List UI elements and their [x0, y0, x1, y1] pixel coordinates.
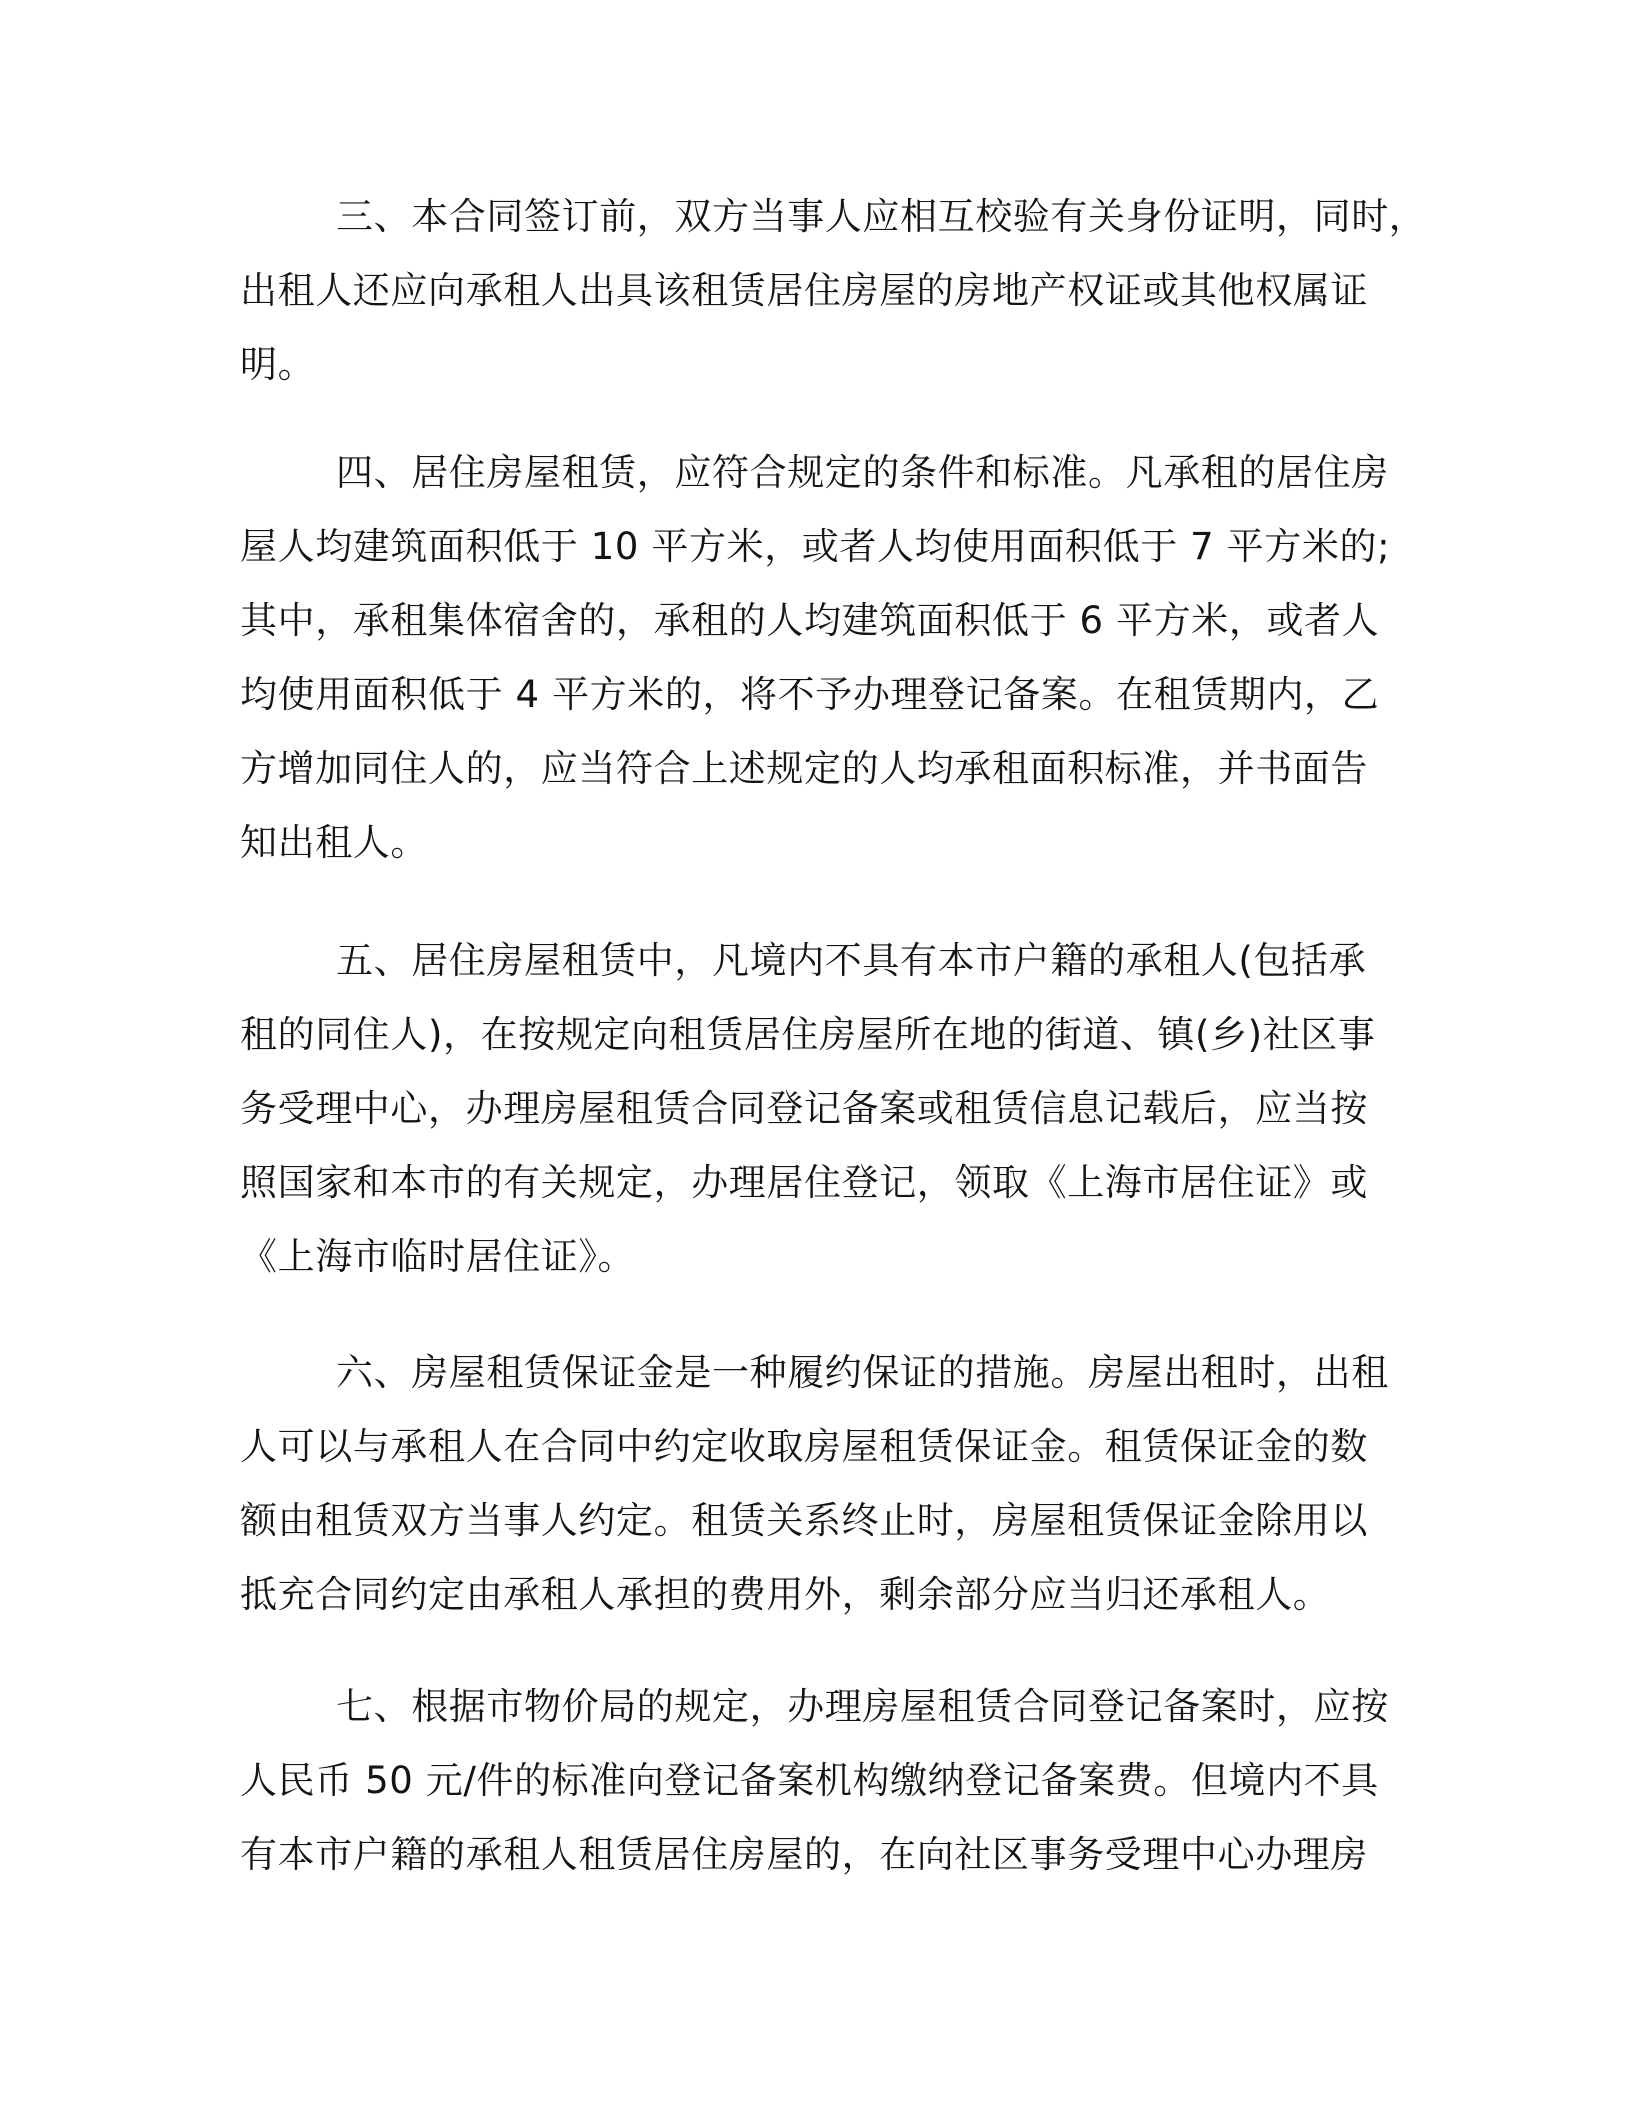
paragraph-line: 均使用面积低于 4 平方米的，将不予办理登记备案。在租赁期内，乙 — [240, 673, 1380, 716]
paragraph-line: 六、房屋租赁保证金是一种履约保证的措施。房屋出租时，出租 — [336, 1351, 1389, 1394]
paragraph-line: 《上海市临时居住证》。 — [240, 1235, 636, 1278]
paragraph-line: 出租人还应向承租人出具该租赁居住房屋的房地产权证或其他权属证 — [240, 269, 1368, 312]
clause-3-paragraph — [240, 180, 1427, 402]
paragraph-line: 人民币 50 元/件的标准向登记备案机构缴纳登记备案费。但境内不具 — [240, 1759, 1379, 1802]
clause-5-paragraph — [240, 924, 1400, 1294]
paragraph-line: 有本市户籍的承租人租赁居住房屋的，在向社区事务受理中心办理房 — [240, 1833, 1368, 1876]
paragraph-line: 知出租人。 — [240, 821, 428, 864]
paragraph-line: 租的同住人)，在按规定向租赁居住房屋所在地的街道、镇(乡)社区事 — [240, 1013, 1376, 1056]
clause-7-paragraph — [240, 1670, 1400, 1892]
paragraph-line: 抵充合同约定由承租人承担的费用外，剩余部分应当归还承租人。 — [240, 1573, 1331, 1616]
paragraph-line: 明。 — [240, 343, 316, 386]
clause-6-paragraph — [240, 1336, 1400, 1632]
paragraph-line: 其中，承租集体宿舍的，承租的人均建筑面积低于 6 平方米，或者人 — [240, 599, 1380, 642]
paragraph-line: 七、根据市物价局的规定，办理房屋租赁合同登记备案时，应按 — [336, 1685, 1389, 1728]
clause-4-paragraph — [240, 436, 1400, 880]
paragraph-line: 屋人均建筑面积低于 10 平方米，或者人均使用面积低于 7 平方米的; — [240, 525, 1391, 568]
paragraph-line: 人可以与承租人在合同中约定收取房屋租赁保证金。租赁保证金的数 — [240, 1425, 1368, 1468]
paragraph-line: 额由租赁双方当事人约定。租赁关系终止时，房屋租赁保证金除用以 — [240, 1499, 1368, 1542]
paragraph-line: 照国家和本市的有关规定，办理居住登记，领取《上海市居住证》或 — [240, 1161, 1368, 1204]
paragraph-line: 五、居住房屋租赁中，凡境内不具有本市户籍的承租人(包括承 — [336, 939, 1367, 982]
paragraph-line: 务受理中心，办理房屋租赁合同登记备案或租赁信息记载后，应当按 — [240, 1087, 1368, 1130]
paragraph-line: 方增加同住人的，应当符合上述规定的人均承租面积标准，并书面告 — [240, 747, 1368, 790]
paragraph-line: 四、居住房屋租赁，应符合规定的条件和标准。凡承租的居住房 — [336, 451, 1389, 494]
paragraph-line: 三、本合同签订前，双方当事人应相互校验有关身份证明，同时， — [336, 195, 1427, 238]
